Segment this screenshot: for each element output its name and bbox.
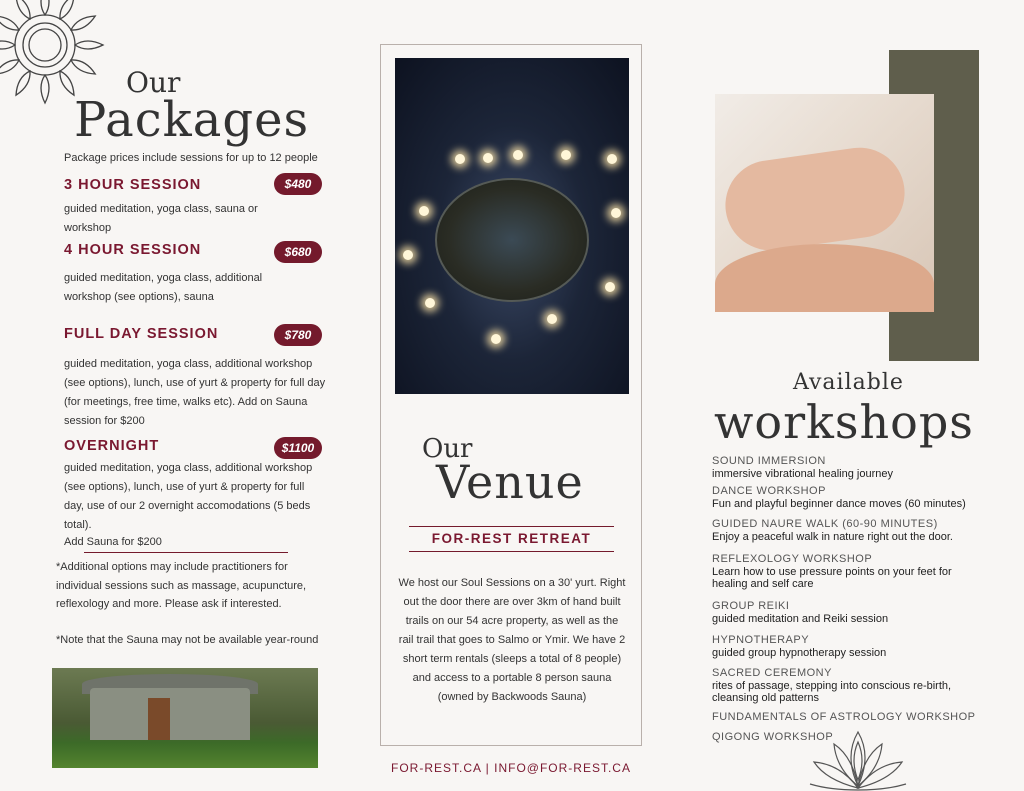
workshop-item: [712, 634, 1002, 659]
workshop-desc: guided group hypnotherapy session: [712, 647, 887, 659]
packages-note: Package prices include sessions for up to 12 people: [64, 152, 318, 164]
candles-altar-photo: [395, 58, 629, 394]
workshop-item: [712, 667, 1002, 704]
workshop-name: QIGONG WORKSHOP: [712, 731, 834, 743]
package-desc: guided meditation, yoga class, additional workshop (see options), sauna: [64, 272, 263, 303]
package-desc: guided meditation, yoga class, sauna or workshop: [64, 203, 258, 234]
contact-info: FOR-REST.CA | INFO@FOR-REST.CA: [391, 761, 631, 775]
package-name: 3 HOUR SESSION: [64, 177, 202, 193]
workshop-desc: rites of passage, stepping into conscious re-birth, cleansing old patterns: [712, 680, 952, 704]
workshop-item: [712, 553, 1002, 590]
workshop-name: FUNDAMENTALS OF ASTROLOGY WORKSHOP: [712, 711, 976, 723]
meditation-photo: [715, 94, 934, 312]
workshop-item: [712, 518, 1002, 543]
price-badge: $480: [274, 173, 322, 195]
yurt-photo: [52, 668, 318, 768]
workshop-name: SOUND IMMERSION: [712, 455, 826, 467]
price-badge: $1100: [274, 437, 322, 459]
footnote: *Additional options may include practitioners for individual sessions such as massage, acupuncture, reflexology and more. Please ask if interested.: [56, 561, 307, 610]
workshop-name: HYPNOTHERAPY: [712, 634, 810, 646]
package-desc: guided meditation, yoga class, additional workshop (see options), lunch, use of yurt & property for full day (for meetings, free time, walks etc). Add on Sauna session for $200: [64, 358, 326, 427]
package-name: FULL DAY SESSION: [64, 326, 219, 342]
packages-heading-small: Our: [126, 66, 181, 99]
workshop-item: [712, 711, 1002, 724]
lotus-icon: [806, 728, 910, 791]
divider: [84, 552, 288, 553]
workshop-name: GROUP REIKI: [712, 600, 790, 612]
workshop-name: GUIDED NAURE WALK (60-90 MINUTES): [712, 518, 938, 530]
price-badge: $780: [274, 324, 322, 346]
workshop-name: REFLEXOLOGY WORKSHOP: [712, 553, 873, 565]
venue-heading: Venue: [436, 455, 584, 509]
package-extra: Add Sauna for $200: [64, 536, 162, 548]
workshop-item: [712, 600, 1002, 625]
workshop-desc: Learn how to use pressure points on your feet for healing and self care: [712, 566, 952, 590]
workshops-heading-small: Available: [793, 370, 904, 395]
workshop-desc: immersive vibrational healing journey: [712, 468, 893, 480]
venue-heading-small: Our: [422, 434, 473, 464]
retreat-banner: [409, 526, 614, 552]
workshop-item: [712, 485, 1002, 510]
package-desc: guided meditation, yoga class, additional workshop (see options), lunch, use of yurt & property for full day, use of our 2 overnight accomodations (5 beds total).: [64, 462, 313, 531]
workshop-desc: guided meditation and Reiki session: [712, 613, 889, 625]
workshop-item: [712, 455, 1002, 480]
workshop-name: DANCE WORKSHOP: [712, 485, 826, 497]
workshop-desc: Enjoy a peaceful walk in nature right out the door.: [712, 531, 953, 543]
package-name: OVERNIGHT: [64, 438, 160, 454]
footnote: *Note that the Sauna may not be available year-round: [56, 634, 319, 646]
package-name: 4 HOUR SESSION: [64, 242, 202, 258]
workshop-name: SACRED CEREMONY: [712, 667, 832, 679]
venue-desc: We host our Soul Sessions on a 30' yurt. Right out the door there are over 3km of hand built trails on our 54 acre property, as well as the rail trail that goes to Salmo or Ymir. We have 2 short term rentals (sleeps a total of 8 people) and access to a portable 8 person sauna (owned by Backwoods Sauna): [398, 577, 626, 703]
workshops-heading: workshops: [714, 395, 974, 449]
packages-heading: Packages: [74, 92, 310, 148]
workshop-desc: Fun and playful beginner dance moves (60 minutes): [712, 498, 966, 510]
price-badge: $680: [274, 241, 322, 263]
retreat-name: FOR-REST RETREAT: [431, 531, 592, 546]
